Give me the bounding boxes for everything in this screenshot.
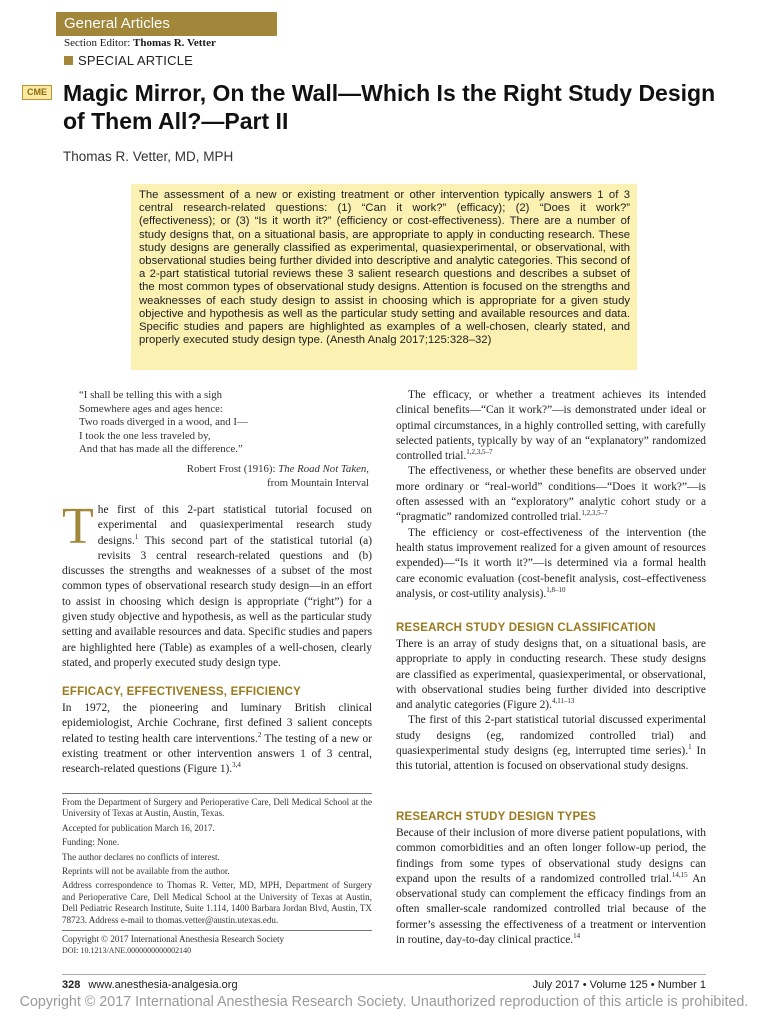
paragraph bbox=[396, 637, 706, 713]
citation: 2 bbox=[257, 730, 262, 739]
types-text: Because of their inclusion of more diverse patient populations, with common comorbidities and an often longer follow-up period, the findings from some types of observational study designs can expand upon the results of a randomized controlled trial. bbox=[396, 827, 706, 885]
citation: 1 bbox=[134, 532, 139, 541]
dropcap: T bbox=[62, 498, 94, 555]
types-heading: RESEARCH STUDY DESIGN TYPES bbox=[396, 811, 597, 823]
abstract-text: The assessment of a new or existing treatment or other intervention typically answers 1 of 3 central research-related questions: (1) “Can it work?” (efficacy); (2) “Does it work?” (effectiveness); or (3) “Is it worth it?” (efficiency or cost-effectiveness). There are a number of study designs that, on a situational basis, are appropriate to apply in conducting research. These study designs are generally classified as experimental, quasiexperimental, or observational, with observational studies being further divided into descriptive and analytic categories. This second of a 2-part statistical tutorial reviews these 3 salient research questions and describes a subset of the most common types of observational study designs. Attention is focused on the strengths and weaknesses of each study design to assist in choosing which is appropriate for a given study objective and hypothesis as well as the particular study setting and available resources and data. Specific studies and papers are highlighted as examples of a well-chosen, clearly stated, and properly executed study design type. (Anesth Analg 2017;125:328–32) bbox=[139, 189, 630, 347]
footnote-conflicts: The author declares no conflicts of interest. bbox=[62, 851, 220, 862]
efficacy-heading-wrap bbox=[62, 685, 301, 700]
epigraph-line: Somewhere ages and ages hence: bbox=[79, 402, 223, 415]
types-section bbox=[396, 826, 706, 948]
footnote-copyright: Copyright © 2017 International Anesthesia Research Society bbox=[62, 930, 372, 945]
efficacy-definition: The efficacy, or whether a treatment achieves its intended clinical benefits—“Can it work?”—is demonstrated under ideal or optimal circumstances, in a highly controlled setting, with carefully selected patients, typically by way of an “explanatory” randomized controlled trial. bbox=[396, 389, 706, 463]
epigraph-line: “I shall be telling this with a sigh bbox=[79, 389, 223, 401]
epigraph-attribution: Robert Frost (1916): The Road Not Taken, from Mountain Interval bbox=[186, 462, 369, 489]
citation: 3,4 bbox=[232, 761, 241, 770]
efficacy-definitions bbox=[396, 388, 706, 602]
article-title: Magic Mirror, On the Wall—Which Is the Right Study Design of Them All?—Part II bbox=[63, 80, 716, 134]
attribution-source: from Mountain Interval bbox=[267, 476, 369, 489]
intro-text: he first of this 2-part statistical tutorial focused on experimental and quasiexperimental research study designs. bbox=[97, 504, 372, 547]
section-editor bbox=[64, 37, 216, 49]
editor-label: Section Editor: bbox=[64, 37, 134, 49]
paragraph bbox=[396, 388, 706, 464]
epigraph bbox=[79, 389, 369, 490]
citation: 14,15 bbox=[671, 871, 688, 880]
attribution-author: Robert Frost (1916): bbox=[186, 462, 279, 475]
classification-text: There is an array of study designs that, on a situational basis, are appropriate to apply in conducting research. These study designs are classified as experimental, quasiexperimental, or observational, with observational studies being further divided into descriptive and analytic categories (Figure 2). bbox=[396, 638, 706, 712]
citation: 1,2,3,5–7 bbox=[466, 448, 493, 457]
paragraph bbox=[396, 826, 706, 948]
editor-name: Thomas R. Vetter bbox=[133, 37, 216, 49]
classification-text-2: The first of this 2-part statistical tutorial discussed experimental study designs (eg, randomized controlled trial) and quasiexperimental study designs (eg, interrupted time series). bbox=[396, 714, 706, 758]
intro-section bbox=[62, 498, 372, 671]
citation: 4,11–13 bbox=[551, 697, 575, 706]
article-type bbox=[64, 53, 193, 68]
efficacy-section bbox=[62, 701, 372, 777]
paragraph bbox=[396, 464, 706, 525]
footnote-address: Address correspondence to Thomas R. Vetter, MD, MPH, Department of Surgery and Perioperative Care, Dell Medical School at the University of Texas at Austin, Dell Pediatric Research Institute, Suite 1.114, 1400 Barbara Jordan Blvd, Austin, TX 78723. Address e-mail to thomas.vetter@austin.utexas.edu. bbox=[62, 880, 372, 925]
section-bar bbox=[56, 12, 277, 36]
citation: 1,8–10 bbox=[546, 586, 566, 595]
author-line: Thomas R. Vetter, MD, MPH bbox=[63, 149, 234, 164]
efficacy-text: In 1972, the pioneering and luminary British clinical epidemiologist, Archie Cochrane, first defined 3 salient concepts related to testing health care interventions. bbox=[62, 702, 372, 745]
efficiency-definition: The efficiency or cost-effectiveness of the intervention (the health status improvement realized for a given amount of resources expended)—“Is it worth it?”—is determined via a formal health care economic evaluation (cost-benefit analysis, cost–effectiveness analysis, or cost-utility analysis). bbox=[396, 526, 706, 600]
section-label: General Articles bbox=[64, 15, 170, 32]
article-type-label: SPECIAL ARTICLE bbox=[78, 53, 193, 68]
epigraph-line: And that has made all the difference.” bbox=[79, 443, 243, 456]
classification-text-3: In this tutorial, attention is focused on observational study designs. bbox=[396, 745, 706, 773]
footnote-doi: DOI: 10.1213/ANE.0000000000002140 bbox=[62, 946, 192, 956]
epigraph-line: I took the one less traveled by, bbox=[79, 429, 211, 442]
efficacy-paragraph bbox=[62, 701, 372, 777]
citation: 1 bbox=[688, 743, 692, 752]
citation: 1,2,3,5–7 bbox=[581, 509, 608, 518]
cme-badge: CME bbox=[22, 85, 52, 100]
copyright-banner: Copyright © 2017 International Anesthesia Research Society. Unauthorized reproduction of this article is prohibited. bbox=[19, 994, 749, 1010]
attribution-work: The Road Not Taken bbox=[278, 462, 367, 475]
footer-left bbox=[62, 979, 238, 991]
efficacy-heading: EFFICACY, EFFECTIVENESS, EFFICIENCY bbox=[62, 686, 301, 698]
footer-issue: July 2017 • Volume 125 • Number 1 bbox=[532, 979, 706, 991]
footnotes bbox=[62, 793, 372, 960]
classification-section bbox=[396, 637, 706, 775]
page-number: 328 bbox=[62, 979, 81, 991]
footnote-affiliation: From the Department of Surgery and Perioperative Care, Dell Medical School at the University of Texas at Austin, Austin, Texas. bbox=[62, 797, 372, 819]
footnote-reprints: Reprints will not be available from the author. bbox=[62, 866, 230, 877]
paragraph bbox=[396, 713, 706, 774]
paragraph bbox=[396, 526, 706, 602]
footnote-accepted: Accepted for publication March 16, 2017. bbox=[62, 822, 215, 833]
footer-divider bbox=[62, 974, 706, 975]
square-bullet-icon bbox=[64, 56, 73, 65]
classification-heading-wrap bbox=[396, 621, 656, 636]
intro-text-2: This second part of the statistical tutorial (a) revisits 3 central research-related questions and (b) discusses the strengths and weaknesses of a subset of the most common types of observational research study design—in an effort to assist in choosing which design is appropriate (“right”) for a given study objective and hypothesis, as well as the particular study setting and available resources and data. Specific studies and papers are highlighted here (Table) as examples of a well-chosen, clearly stated, and properly executed study design type. bbox=[62, 534, 372, 669]
types-heading-wrap bbox=[396, 810, 596, 825]
abstract-box bbox=[131, 184, 637, 370]
classification-heading: RESEARCH STUDY DESIGN CLASSIFICATION bbox=[396, 622, 656, 634]
intro-paragraph bbox=[62, 498, 372, 671]
journal-website-link[interactable]: www.anesthesia-analgesia.org bbox=[88, 979, 238, 991]
epigraph-line: Two roads diverged in a wood, and I— bbox=[79, 416, 248, 429]
footnote-funding: Funding: None. bbox=[62, 837, 120, 848]
effectiveness-definition: The effectiveness, or whether these benefits are observed under more ordinary or “real-world” conditions—“Does it work?”—is often assessed with an “exploratory” analytic cohort study or a “pragmatic” randomized controlled trial. bbox=[396, 465, 706, 524]
citation: 14 bbox=[573, 932, 581, 941]
efficacy-text-2: The testing of a new or existing treatment or other intervention answers 1 of 3 central, research-related questions (Figure 1). bbox=[62, 732, 372, 776]
types-text-2: An observational study can complement the efficacy findings from an often smaller-scale randomized controlled trial because of the former’s assessing the effectiveness of a treatment or intervention in routine, day-to-day clinical practice. bbox=[396, 872, 707, 947]
